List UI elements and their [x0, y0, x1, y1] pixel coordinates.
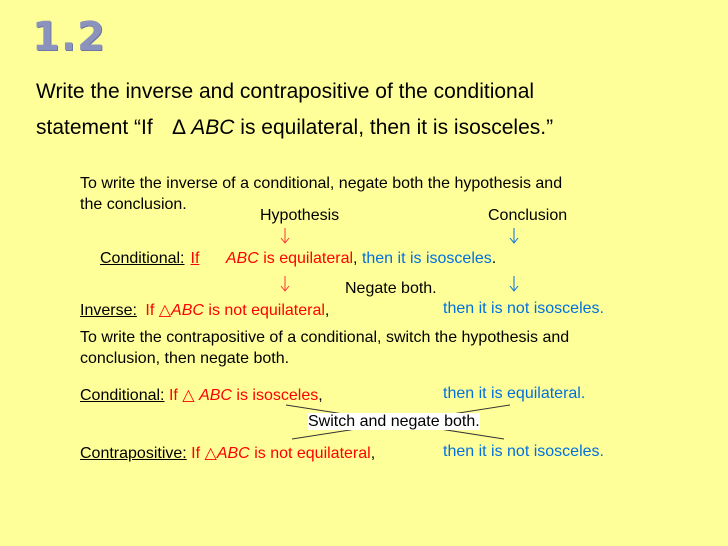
contrapositive-if: If — [191, 445, 201, 462]
abc-label: ABC — [191, 116, 235, 139]
delta-symbol: ∆ — [172, 116, 186, 139]
task-line-2-start: statement “If — [36, 116, 153, 139]
switch-negate-text — [308, 413, 480, 431]
triangle-icon-3: △ — [204, 445, 217, 462]
contrapositive-instruction-line-1: To write the contrapositive of a conditional, switch the hypothesis and — [80, 329, 570, 346]
conditional-comma-2: , — [318, 387, 323, 404]
conditional-conclusion-1: then it is isosceles — [361, 250, 492, 267]
hypothesis-label: Hypothesis — [260, 207, 340, 224]
slide-number: 1.2 — [32, 14, 106, 60]
inverse-if: If — [145, 302, 155, 319]
conditional-statement-2 — [80, 385, 323, 405]
hypothesis-arrow-2-icon — [280, 276, 290, 292]
inverse-statement — [80, 300, 329, 320]
inverse-instruction-line-1: To write the inverse of a conditional, negate both the hypothesis and — [80, 175, 563, 192]
inverse-abc: ABC — [171, 302, 204, 319]
inverse-label: Inverse: — [80, 302, 137, 319]
conditional-if-2: If — [168, 387, 178, 404]
negate-both-text: Negate both. — [345, 280, 437, 297]
conditional-abc-2: ABC — [199, 387, 232, 404]
contrapositive-hypothesis: is not equilateral — [254, 445, 371, 462]
contrapositive-statement — [80, 443, 375, 463]
conditional-statement-1 — [100, 250, 496, 268]
conclusion-arrow-icon — [509, 228, 519, 244]
triangle-icon-2: △ — [182, 387, 195, 404]
inverse-comma: , — [324, 302, 330, 319]
conditional-abc-1: ABC — [225, 250, 259, 267]
conditional-period-1: . — [491, 250, 497, 267]
conditional-hypothesis-1: is equilateral — [263, 250, 354, 267]
contrapositive-abc: ABC — [216, 445, 250, 462]
task-line-2 — [36, 116, 553, 140]
contrapositive-instruction-line-2: conclusion, then negate both. — [80, 350, 290, 367]
conditional-label-2: Conditional: — [80, 387, 165, 404]
inverse-conclusion: then it is not isosceles. — [443, 300, 604, 317]
conditional-if-1: If — [190, 250, 200, 267]
conclusion-arrow-2-icon — [509, 276, 519, 292]
conditional-label-1: Conditional: — [100, 250, 185, 267]
hypothesis-arrow-icon — [280, 228, 290, 244]
switch-negate-label: Switch and negate both. — [308, 413, 480, 430]
task-line-1: Write the inverse and contrapositive of the conditional — [36, 80, 535, 103]
inverse-instruction-line-2: the conclusion. — [80, 196, 187, 213]
conclusion-label: Conclusion — [488, 207, 568, 224]
inverse-hypothesis: is not equilateral — [208, 302, 325, 319]
conditional-conclusion-2: then it is equilateral. — [443, 385, 586, 402]
conditional-comma-1: , — [353, 250, 358, 267]
conditional-hypothesis-2: is isosceles — [236, 387, 319, 404]
contrapositive-label: Contrapositive: — [80, 445, 187, 462]
contrapositive-comma: , — [370, 445, 376, 462]
contrapositive-conclusion: then it is not isosceles. — [443, 443, 604, 460]
task-line-2-end: is equilateral, then it is isosceles.” — [240, 116, 554, 139]
triangle-icon: △ — [158, 302, 172, 319]
